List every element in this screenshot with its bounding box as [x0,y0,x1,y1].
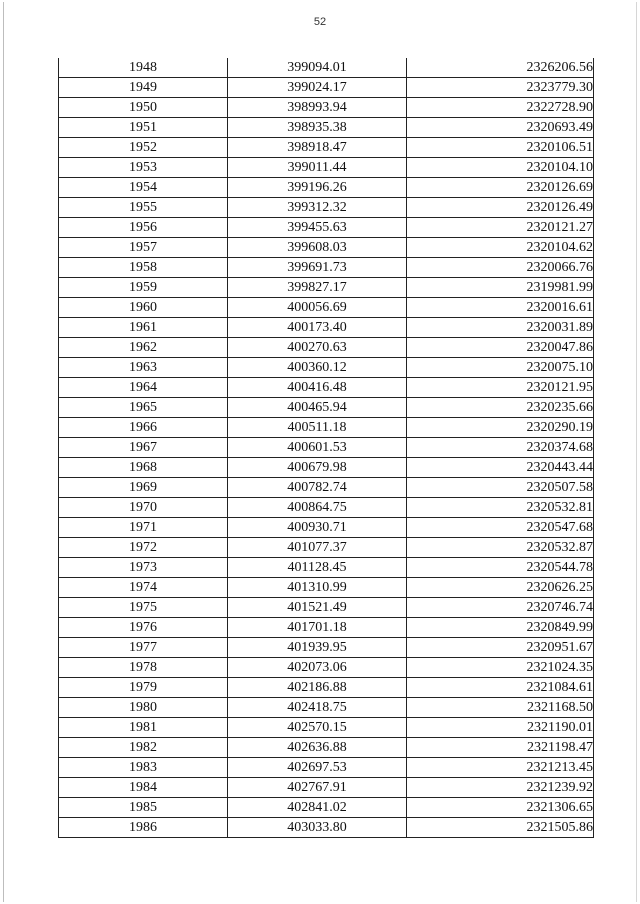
table-row [59,718,594,738]
y-coordinate-cell: 2320066.76 [407,258,594,278]
table-row [59,758,594,778]
coordinate-table-body [59,58,594,838]
table-row [59,678,594,698]
year-cell: 1965 [59,398,228,418]
x-coordinate-cell: 402636.88 [228,738,407,758]
y-coordinate-cell: 2320532.87 [407,538,594,558]
x-coordinate-cell: 398918.47 [228,138,407,158]
year-cell: 1949 [59,78,228,98]
year-cell: 1957 [59,238,228,258]
x-coordinate-cell: 399608.03 [228,238,407,258]
x-coordinate-cell: 402697.53 [228,758,407,778]
x-coordinate-cell: 399312.32 [228,198,407,218]
x-coordinate-cell: 402767.91 [228,778,407,798]
year-cell: 1974 [59,578,228,598]
table-row [59,118,594,138]
x-coordinate-cell: 400511.18 [228,418,407,438]
y-coordinate-cell: 2321198.47 [407,738,594,758]
x-coordinate-cell: 401521.49 [228,598,407,618]
x-coordinate-cell: 402841.02 [228,798,407,818]
year-cell: 1952 [59,138,228,158]
x-coordinate-cell: 402418.75 [228,698,407,718]
table-row [59,318,594,338]
table-row [59,498,594,518]
table-row [59,58,594,78]
y-coordinate-cell: 2320106.51 [407,138,594,158]
y-coordinate-cell: 2320693.49 [407,118,594,138]
table-row [59,638,594,658]
y-coordinate-cell: 2320746.74 [407,598,594,618]
y-coordinate-cell: 2320126.69 [407,178,594,198]
table-row [59,178,594,198]
x-coordinate-cell: 400930.71 [228,518,407,538]
table-row [59,458,594,478]
x-coordinate-cell: 399827.17 [228,278,407,298]
x-coordinate-cell: 399455.63 [228,218,407,238]
table-row [59,818,594,838]
table-row [59,378,594,398]
y-coordinate-cell: 2320121.27 [407,218,594,238]
x-coordinate-cell: 401077.37 [228,538,407,558]
year-cell: 1979 [59,678,228,698]
year-cell: 1948 [59,58,228,78]
year-cell: 1980 [59,698,228,718]
y-coordinate-cell: 2320235.66 [407,398,594,418]
y-coordinate-cell: 2321024.35 [407,658,594,678]
y-coordinate-cell: 2320507.58 [407,478,594,498]
x-coordinate-cell: 399024.17 [228,78,407,98]
year-cell: 1958 [59,258,228,278]
y-coordinate-cell: 2323779.30 [407,78,594,98]
table-row [59,778,594,798]
year-cell: 1968 [59,458,228,478]
year-cell: 1963 [59,358,228,378]
year-cell: 1981 [59,718,228,738]
y-coordinate-cell: 2319981.99 [407,278,594,298]
x-coordinate-cell: 400416.48 [228,378,407,398]
x-coordinate-cell: 401939.95 [228,638,407,658]
x-coordinate-cell: 400679.98 [228,458,407,478]
year-cell: 1972 [59,538,228,558]
table-row [59,78,594,98]
year-cell: 1961 [59,318,228,338]
x-coordinate-cell: 401701.18 [228,618,407,638]
y-coordinate-cell: 2321505.86 [407,818,594,838]
y-coordinate-cell: 2321190.01 [407,718,594,738]
x-coordinate-cell: 400465.94 [228,398,407,418]
y-coordinate-cell: 2320075.10 [407,358,594,378]
table-row [59,538,594,558]
y-coordinate-cell: 2320849.99 [407,618,594,638]
y-coordinate-cell: 2320532.81 [407,498,594,518]
table-row [59,278,594,298]
y-coordinate-cell: 2320104.10 [407,158,594,178]
table-row [59,198,594,218]
y-coordinate-cell: 2320290.19 [407,418,594,438]
year-cell: 1955 [59,198,228,218]
y-coordinate-cell: 2320016.61 [407,298,594,318]
table-row [59,558,594,578]
table-row [59,578,594,598]
year-cell: 1975 [59,598,228,618]
table-row [59,738,594,758]
year-cell: 1956 [59,218,228,238]
x-coordinate-cell: 401128.45 [228,558,407,578]
y-coordinate-cell: 2321239.92 [407,778,594,798]
x-coordinate-cell: 401310.99 [228,578,407,598]
table-row [59,338,594,358]
year-cell: 1986 [59,818,228,838]
x-coordinate-cell: 399196.26 [228,178,407,198]
y-coordinate-cell: 2320544.78 [407,558,594,578]
x-coordinate-cell: 400782.74 [228,478,407,498]
x-coordinate-cell: 402570.15 [228,718,407,738]
y-coordinate-cell: 2326206.56 [407,58,594,78]
x-coordinate-cell: 400601.53 [228,438,407,458]
y-coordinate-cell: 2321306.65 [407,798,594,818]
y-coordinate-cell: 2321084.61 [407,678,594,698]
x-coordinate-cell: 402186.88 [228,678,407,698]
table-row [59,618,594,638]
y-coordinate-cell: 2320104.62 [407,238,594,258]
year-cell: 1977 [59,638,228,658]
table-row [59,798,594,818]
x-coordinate-cell: 398935.38 [228,118,407,138]
year-cell: 1982 [59,738,228,758]
y-coordinate-cell: 2322728.90 [407,98,594,118]
x-coordinate-cell: 402073.06 [228,658,407,678]
y-coordinate-cell: 2320374.68 [407,438,594,458]
table-row [59,98,594,118]
x-coordinate-cell: 403033.80 [228,818,407,838]
x-coordinate-cell: 400864.75 [228,498,407,518]
y-coordinate-cell: 2321213.45 [407,758,594,778]
x-coordinate-cell: 399691.73 [228,258,407,278]
y-coordinate-cell: 2320126.49 [407,198,594,218]
year-cell: 1959 [59,278,228,298]
y-coordinate-cell: 2320031.89 [407,318,594,338]
year-cell: 1984 [59,778,228,798]
table-row [59,158,594,178]
year-cell: 1970 [59,498,228,518]
year-cell: 1969 [59,478,228,498]
x-coordinate-cell: 399011.44 [228,158,407,178]
year-cell: 1985 [59,798,228,818]
y-coordinate-cell: 2320121.95 [407,378,594,398]
x-coordinate-cell: 399094.01 [228,58,407,78]
y-coordinate-cell: 2320626.25 [407,578,594,598]
year-cell: 1973 [59,558,228,578]
table-row [59,518,594,538]
x-coordinate-cell: 400056.69 [228,298,407,318]
y-coordinate-cell: 2320443.44 [407,458,594,478]
y-coordinate-cell: 2321168.50 [407,698,594,718]
y-coordinate-cell: 2320951.67 [407,638,594,658]
year-cell: 1966 [59,418,228,438]
table-row [59,258,594,278]
year-cell: 1976 [59,618,228,638]
x-coordinate-cell: 400270.63 [228,338,407,358]
table-row [59,658,594,678]
year-cell: 1951 [59,118,228,138]
year-cell: 1978 [59,658,228,678]
table-row [59,478,594,498]
table-row [59,418,594,438]
year-cell: 1983 [59,758,228,778]
table-row [59,238,594,258]
table-row [59,298,594,318]
x-coordinate-cell: 400173.40 [228,318,407,338]
table-row [59,218,594,238]
table-row [59,358,594,378]
year-cell: 1964 [59,378,228,398]
year-cell: 1953 [59,158,228,178]
year-cell: 1950 [59,98,228,118]
y-coordinate-cell: 2320047.86 [407,338,594,358]
year-cell: 1967 [59,438,228,458]
page-number: 52 [313,16,327,28]
coordinate-table [58,58,594,838]
x-coordinate-cell: 400360.12 [228,358,407,378]
y-coordinate-cell: 2320547.68 [407,518,594,538]
x-coordinate-cell: 398993.94 [228,98,407,118]
table-row [59,398,594,418]
table-row [59,138,594,158]
table-row [59,438,594,458]
year-cell: 1971 [59,518,228,538]
table-row [59,598,594,618]
year-cell: 1962 [59,338,228,358]
table-row [59,698,594,718]
year-cell: 1960 [59,298,228,318]
year-cell: 1954 [59,178,228,198]
